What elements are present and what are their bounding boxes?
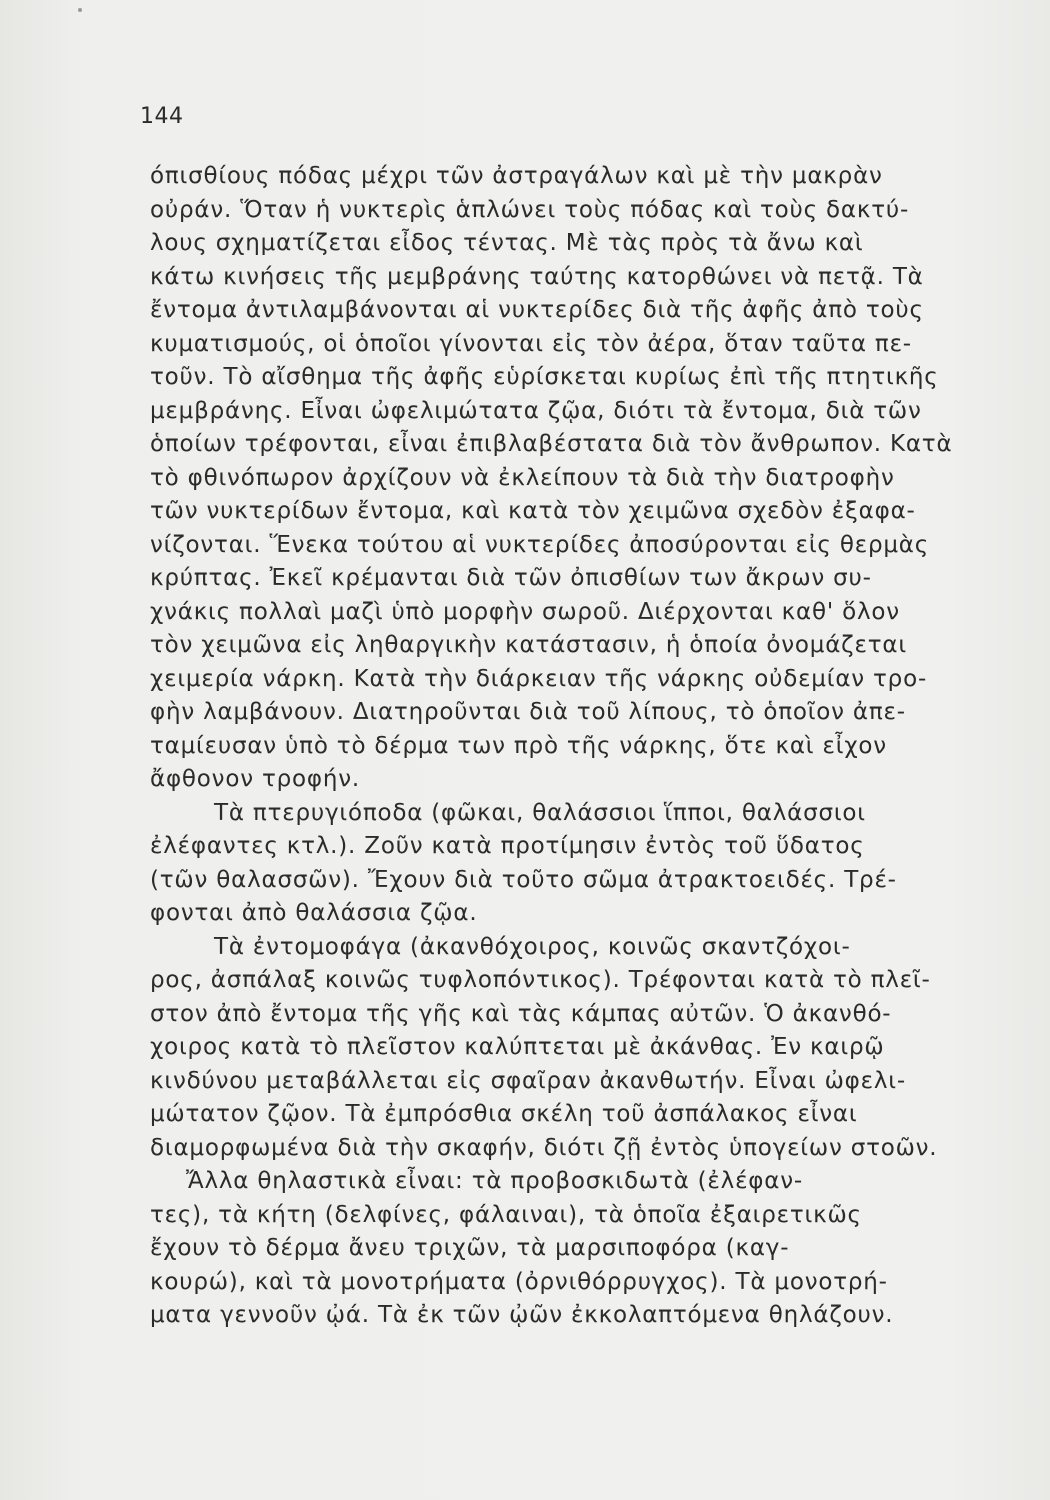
text-line: (τῶν θαλασσῶν). Ἔχουν διὰ τοῦτο σῶμα ἀτρακτοειδές. Τρέ- (150, 866, 897, 893)
text-line: τὸ φθινόπωρον ἀρχίζουν νὰ ἐκλείπουν τὰ διὰ τὴν διατροφὴν (150, 464, 895, 491)
text-line: χειμερία νάρκη. Κατὰ τὴν διάρκειαν τῆς νάρκης οὐδεμίαν τρο- (150, 665, 928, 692)
text-line: λους σχηματίζεται εἶδος τέντας. Μὲ τὰς πρὸς τὰ ἄνω καὶ (150, 230, 864, 256)
text-line: ματα γεννοῦν ᾠά. Τὰ ἐκ τῶν ᾠῶν ἐκκολαπτόμενα θηλάζουν. (150, 1302, 894, 1328)
text-line: Τὰ ἐντομοφάγα (ἀκανθόχοιρος, κοινῶς σκαντζόχοι- (214, 933, 851, 960)
text-line: κυματισμούς, οἱ ὁποῖοι γίνονται εἰς τὸν ἀέρα, ὅταν ταῦτα πε- (150, 330, 912, 357)
text-line: ὁποίων τρέφονται, εἶναι ἐπιβλαβέστατα διὰ τὸν ἄνθρωπον. Κατὰ (150, 431, 953, 457)
text-line: νίζονται. Ἕνεκα τούτου αἱ νυκτερίδες ἀποσύρονται εἰς θερμὰς (150, 531, 930, 558)
text-line: ἔχουν τὸ δέρμα ἄνευ τριχῶν, τὰ μαρσιποφόρα (καγ- (150, 1235, 790, 1261)
text-line: στον ἀπὸ ἔντομα τῆς γῆς καὶ τὰς κάμπας αὐτῶν. Ὁ ἀκανθό- (150, 1000, 892, 1027)
text-line: κουρώ), καὶ τὰ μονοτρήματα (ὀρνιθόρρυγχος). Τὰ μονοτρή- (150, 1268, 888, 1295)
text-line: ρος, ἀσπάλαξ κοινῶς τυφλοπόντικος). Τρέφονται κατὰ τὸ πλεῖ- (150, 967, 931, 993)
text-line: τες), τὰ κήτη (δελφίνες, φάλαιναι), τὰ ὁποῖα ἐξαιρετικῶς (150, 1201, 862, 1228)
text-line: μώτατον ζῷον. Τὰ ἐμπρόσθια σκέλη τοῦ ἀσπάλακος εἶναι (150, 1101, 858, 1127)
text-line: ἐλέφαντες κτλ.). Ζοῦν κατὰ προτίμησιν ἐντὸς τοῦ ὕδατος (150, 833, 865, 859)
text-line: τοῦν. Τὸ αἴσθημα τῆς ἀφῆς εὑρίσκεται κυρίως ἐπὶ τῆς πτητικῆς (150, 364, 939, 390)
text-line: φὴν λαμβάνουν. Διατηροῦνται διὰ τοῦ λίπους, τὸ ὁποῖον ἀπε- (150, 699, 906, 725)
text-line: ταμίευσαν ὑπὸ τὸ δέρμα των πρὸ τῆς νάρκης, ὅτε καὶ εἶχον (150, 732, 887, 759)
text-line: τῶν νυκτερίδων ἔντομα, καὶ κατὰ τὸν χειμῶνα σχεδὸν ἐξαφα- (150, 498, 916, 524)
body-text (150, 160, 1030, 1333)
text-line: χοιρος κατὰ τὸ πλεῖστον καλύπτεται μὲ ἀκάνθας. Ἐν καιρῷ (150, 1034, 885, 1060)
text-line: κινδύνου μεταβάλλεται εἰς σφαῖραν ἀκανθωτήν. Εἶναι ὠφελι- (150, 1067, 906, 1094)
text-line: κάτω κινήσεις τῆς μεμβράνης ταύτης κατορθώνει νὰ πετᾷ. Τὰ (150, 263, 924, 290)
text-line: οὐράν. Ὅταν ἡ νυκτερὶς ἁπλώνει τοὺς πόδας καὶ τοὺς δακτύ- (150, 196, 910, 223)
text-line: χνάκις πολλαὶ μαζὶ ὑπὸ μορφὴν σωροῦ. Διέρχονται καθ' ὅλον (150, 598, 900, 625)
text-line: Ἄλλα θηλαστικὰ εἶναι: τὰ προβοσκιδωτὰ (ἐλέφαν- (186, 1168, 803, 1194)
text-line: Τὰ πτερυγιόποδα (φῶκαι, θαλάσσιοι ἵπποι, θαλάσσιοι (214, 799, 866, 826)
text-line: όπισθίους πόδας μέχρι τῶν ἀστραγάλων καὶ μὲ τὴν μακρὰν (150, 163, 883, 189)
text-line: ἔντομα ἀντιλαμβάνονται αἱ νυκτερίδες διὰ τῆς ἀφῆς ἀπὸ τοὺς (150, 297, 924, 323)
page-number: 144 (140, 104, 184, 129)
text-line: ἄφθονον τροφήν. (150, 766, 360, 792)
dust-speck (78, 8, 82, 12)
text-line: διαμορφωμένα διὰ τὴν σκαφήν, διότι ζῇ ἐντὸς ὑπογείων στοῶν. (150, 1134, 938, 1161)
text-line: τὸν χειμῶνα εἰς ληθαργικὴν κατάστασιν, ἡ ὁποία ὀνομάζεται (150, 632, 907, 658)
text-line: μεμβράνης. Εἶναι ὠφελιμώτατα ζῷα, διότι τὰ ἔντομα, διὰ τῶν (150, 397, 922, 424)
text-line: κρύπτας. Ἐκεῖ κρέμανται διὰ τῶν ὀπισθίων των ἄκρων συ- (150, 565, 872, 591)
text-line: φονται ἀπὸ θαλάσσια ζῷα. (150, 900, 478, 926)
